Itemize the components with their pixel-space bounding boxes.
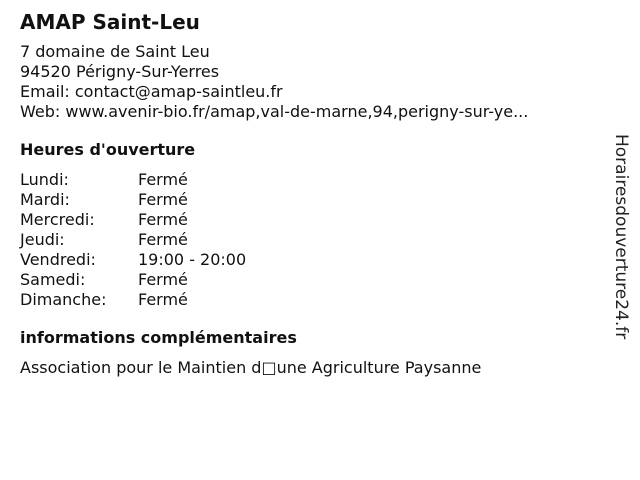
- web-line[interactable]: Web: www.avenir-bio.fr/amap,val-de-marne,94,perigny-sur-ye...: [20, 102, 529, 121]
- hours-row: [20, 170, 600, 190]
- hours-row: [20, 190, 600, 210]
- email-line[interactable]: Email: contact@amap-saintleu.fr: [20, 82, 283, 101]
- hours-row: [20, 270, 600, 290]
- side-brand[interactable]: Horairesdouverture24.fr: [611, 134, 631, 340]
- address-line-1: 7 domaine de Saint Leu: [20, 42, 210, 61]
- hours-day: Dimanche:: [20, 290, 107, 309]
- hours-day: Mercredi:: [20, 210, 95, 229]
- hours-row: [20, 210, 600, 230]
- hours-table: [20, 170, 600, 310]
- listing-card: [20, 8, 600, 378]
- hours-row: [20, 230, 600, 250]
- hours-value: Fermé: [138, 290, 188, 309]
- info-heading: informations complémentaires: [20, 328, 297, 347]
- page-title: AMAP Saint-Leu: [20, 10, 200, 34]
- hours-value: Fermé: [138, 170, 188, 189]
- hours-row: [20, 250, 600, 270]
- side-brand-wrap: [600, 0, 640, 480]
- hours-day: Lundi:: [20, 170, 69, 189]
- hours-value: Fermé: [138, 230, 188, 249]
- hours-day: Samedi:: [20, 270, 86, 289]
- hours-value: Fermé: [138, 210, 188, 229]
- address-line-2: 94520 Périgny-Sur-Yerres: [20, 62, 220, 81]
- hours-day: Mardi:: [20, 190, 70, 209]
- hours-value: Fermé: [138, 270, 188, 289]
- hours-day: Vendredi:: [20, 250, 96, 269]
- hours-row: [20, 290, 600, 310]
- hours-heading: Heures d'ouverture: [20, 140, 196, 159]
- hours-value: Fermé: [138, 190, 188, 209]
- info-text: Association pour le Maintien d□une Agriculture Paysanne: [20, 358, 482, 377]
- hours-value: 19:00 - 20:00: [138, 250, 247, 269]
- hours-day: Jeudi:: [20, 230, 65, 249]
